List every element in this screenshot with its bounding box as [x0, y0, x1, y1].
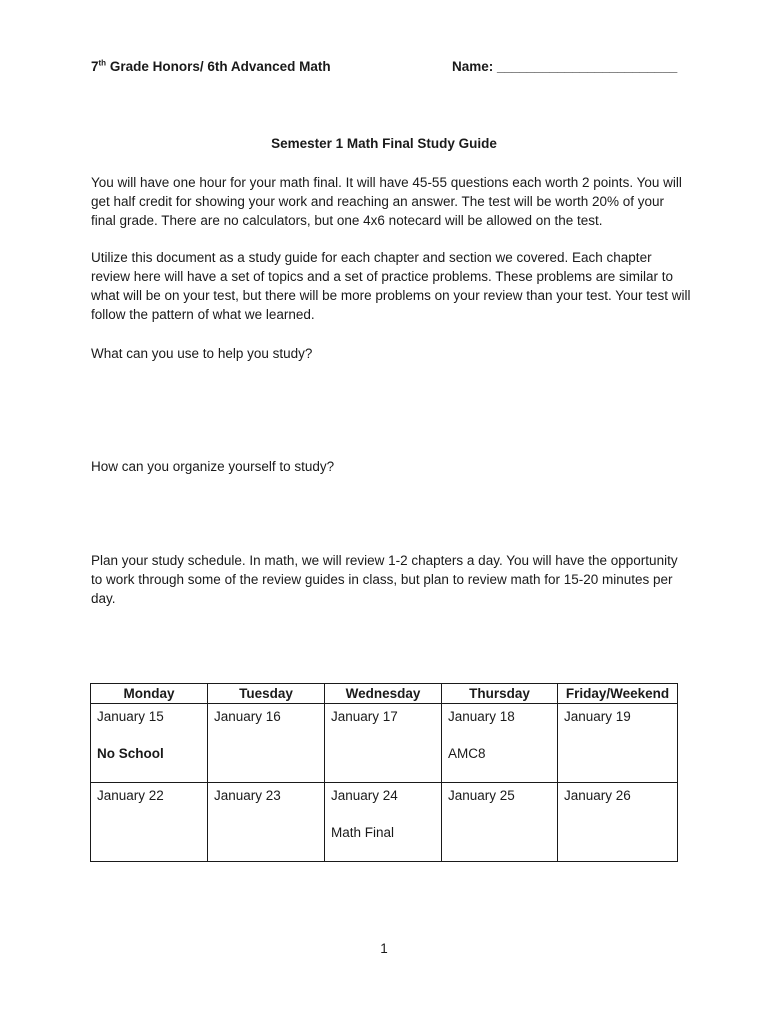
- course-title: [91, 59, 331, 74]
- table-cell: [208, 783, 325, 862]
- cell-date: January 18: [448, 709, 515, 724]
- grade-suffix: th: [98, 58, 107, 68]
- table-row: [91, 704, 678, 783]
- table-cell: [325, 783, 442, 862]
- course-name: Grade Honors/ 6th Advanced Math: [106, 59, 331, 74]
- cell-date: January 19: [564, 709, 631, 724]
- cell-date: January 24: [331, 788, 398, 803]
- cell-date: January 15: [97, 709, 164, 724]
- table-cell: [558, 704, 678, 783]
- cell-date: January 23: [214, 788, 281, 803]
- table-cell: [208, 704, 325, 783]
- table-cell: [91, 783, 208, 862]
- cell-date: January 22: [97, 788, 164, 803]
- study-schedule-table: [90, 683, 678, 862]
- cell-date: January 26: [564, 788, 631, 803]
- intro-paragraph: You will have one hour for your math final. It will have 45-55 questions each worth 2 points. You will get half credit for showing your work and reaching an answer. The test will be worth 20% of your final grade. There are no calculators, but one 4x6 notecard will be allowed on the test.: [91, 175, 682, 228]
- cell-date: January 16: [214, 709, 281, 724]
- column-header-tuesday: Tuesday: [208, 684, 325, 704]
- study-help-question: What can you use to help you study?: [91, 346, 313, 361]
- cell-note: Math Final: [331, 825, 395, 840]
- grade-number: 7: [91, 59, 99, 74]
- usage-paragraph: Utilize this document as a study guide for each chapter and section we covered. Each chapter review here will have a set of topics and a set of practice problems. These problems are similar to what will be on your test, but there will be more problems on your review than your test. Your test will follow the pattern of what we learned.: [91, 250, 691, 322]
- plan-paragraph: Plan your study schedule. In math, we will review 1-2 chapters a day. You will have the opportunity to work through some of the review guides in class, but plan to review math for 15-20 minutes per day.: [91, 553, 678, 606]
- table-header-row: [91, 684, 678, 704]
- cell-date: January 25: [448, 788, 515, 803]
- table-cell: [325, 704, 442, 783]
- page-number: 1: [380, 941, 388, 956]
- column-header-thursday: Thursday: [442, 684, 558, 704]
- cell-note: No School: [97, 746, 164, 761]
- organize-question: How can you organize yourself to study?: [91, 459, 335, 474]
- table-cell: [442, 783, 558, 862]
- cell-note: AMC8: [448, 746, 486, 761]
- column-header-friday-weekend: Friday/Weekend: [558, 684, 678, 704]
- table-cell: [558, 783, 678, 862]
- cell-date: January 17: [331, 709, 398, 724]
- document-title: Semester 1 Math Final Study Guide: [271, 136, 497, 151]
- name-field-label: Name: ________________________: [452, 59, 678, 74]
- column-header-monday: Monday: [91, 684, 208, 704]
- table-cell: [442, 704, 558, 783]
- table-row: [91, 783, 678, 862]
- table-cell: [91, 704, 208, 783]
- column-header-wednesday: Wednesday: [325, 684, 442, 704]
